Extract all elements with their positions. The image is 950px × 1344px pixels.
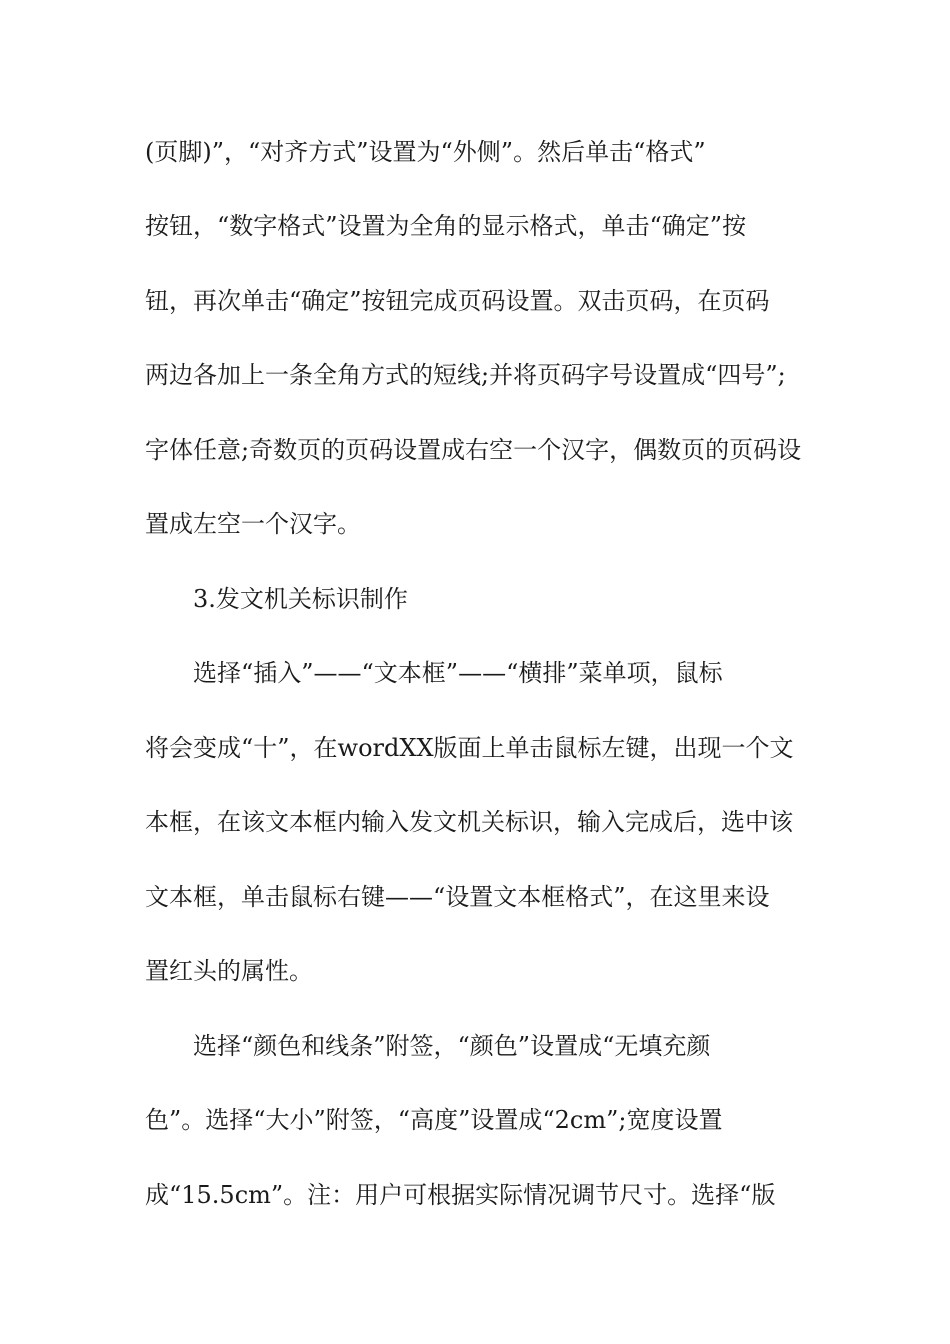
section-heading: 3.发文机关标识制作 [193,585,408,613]
text-line-14: 色”。选择“大小”附签，“高度”设置成“2cm”;宽度设置 [145,1106,723,1134]
text-line-15: 成“15.5cm”。注：用户可根据实际情况调节尺寸。选择“版 [145,1181,776,1209]
text-line-5: 字体任意;奇数页的页码设置成右空一个汉字，偶数页的页码设 [145,436,802,464]
text-line-8: 选择“插入”——“文本框”——“横排”菜单项，鼠标 [193,659,723,687]
text-line-12: 置红头的属性。 [145,957,313,985]
text-line-9: 将会变成“十”，在wordXX版面上单击鼠标左键，出现一个文 [145,734,794,762]
text-line-13: 选择“颜色和线条”附签，“颜色”设置成“无填充颜 [193,1032,711,1060]
text-line-10: 本框，在该文本框内输入发文机关标识，输入完成后，选中该 [145,808,793,836]
text-line-1: (页脚)”，“对齐方式”设置为“外侧”。然后单击“格式” [145,138,706,166]
text-line-6: 置成左空一个汉字。 [145,510,361,538]
text-line-11: 文本框，单击鼠标右键——“设置文本框格式”，在这里来设 [145,883,770,911]
text-line-4: 两边各加上一条全角方式的短线;并将页码字号设置成“四号”; [145,361,786,389]
text-line-3: 钮，再次单击“确定”按钮完成页码设置。双击页码，在页码 [145,287,770,315]
text-line-2: 按钮，“数字格式”设置为全角的显示格式，单击“确定”按 [145,212,747,240]
